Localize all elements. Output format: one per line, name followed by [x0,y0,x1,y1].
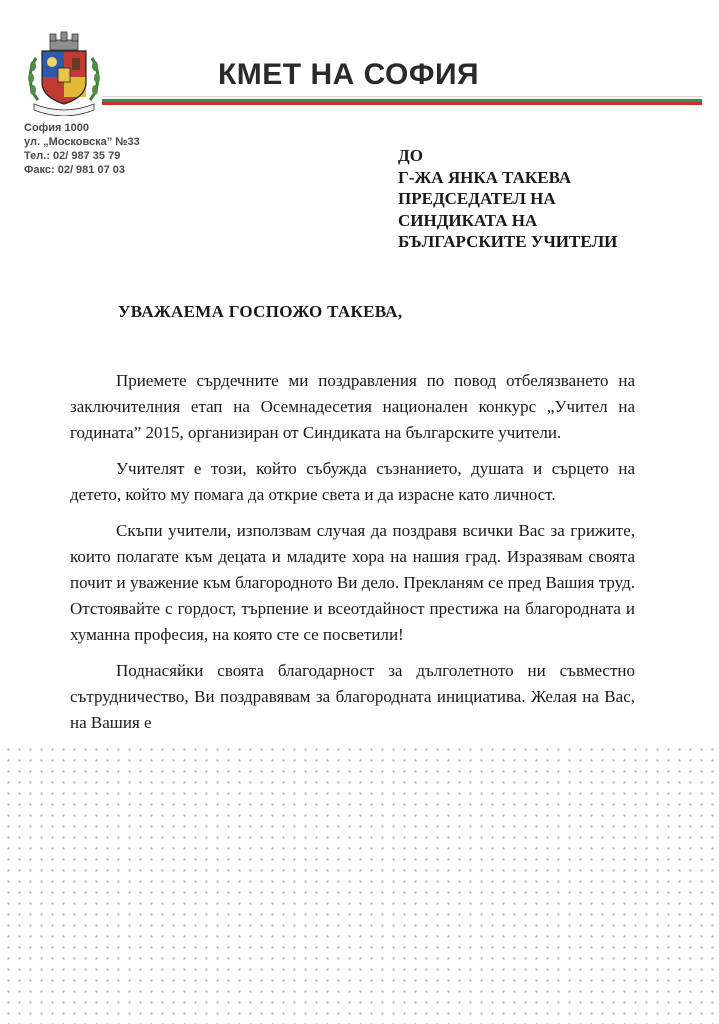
tricolor-red-stripe [102,102,702,105]
recipient-line: ДО [398,146,423,165]
body-paragraph: Приемете сърдечните ми поздравления по повод отбелязването на заключителния етап на Осемнадесетия национален конкурс „Учител на годината” 2015, организиран от Синдиката на българските учители. [70,371,635,442]
dotted-redaction-overlay [0,741,719,1024]
recipient-line: ПРЕДСЕДАТЕЛ НА [398,189,556,208]
sofia-coat-of-arms-icon [24,30,104,116]
sender-address [24,121,140,177]
body-paragraph: Учителят е този, който събужда съзнанието, душата и сърцето на детето, който му помага да открие света и да израсне като личност. [70,459,635,504]
salutation: УВАЖАЕМА ГОСПОЖО ТАКЕВА, [118,302,403,321]
body-paragraph: Поднасяйки своята благодарност за дълголетното ни съвместно сътрудничество, Ви поздравявам за благородната инициатива. Желая на Вас, на Вашия е [70,661,635,732]
letter-body [70,368,635,746]
bulgarian-tricolor-rule [102,96,702,105]
address-phone: Тел.: 02/ 987 35 79 [24,150,121,162]
recipient-line: БЪЛГАРСКИТЕ УЧИТЕЛИ [398,232,618,251]
recipient-block [398,145,617,253]
address-fax: Факс: 02/ 981 07 03 [24,164,125,176]
recipient-line: СИНДИКАТА НА [398,210,538,230]
body-paragraph: Скъпи учители, използвам случая да поздравя всички Вас за грижите, които полагате към децата и младите хора на нашия град. Изразявам своята почит и уважение към благородното Ви дело. Прекланям се пред Вашия труд. Отстоявайте с гордост, търпение и всеотдайност престижа на благородната и хуманна професия, на която сте се посветили! [70,521,635,644]
recipient-line: Г-ЖА ЯНКА ТАКЕВА [398,167,572,187]
address-street: ул. „Московска” №33 [24,136,140,148]
address-city: София 1000 [24,122,89,134]
mayor-title: КМЕТ НА СОФИЯ [218,58,480,91]
